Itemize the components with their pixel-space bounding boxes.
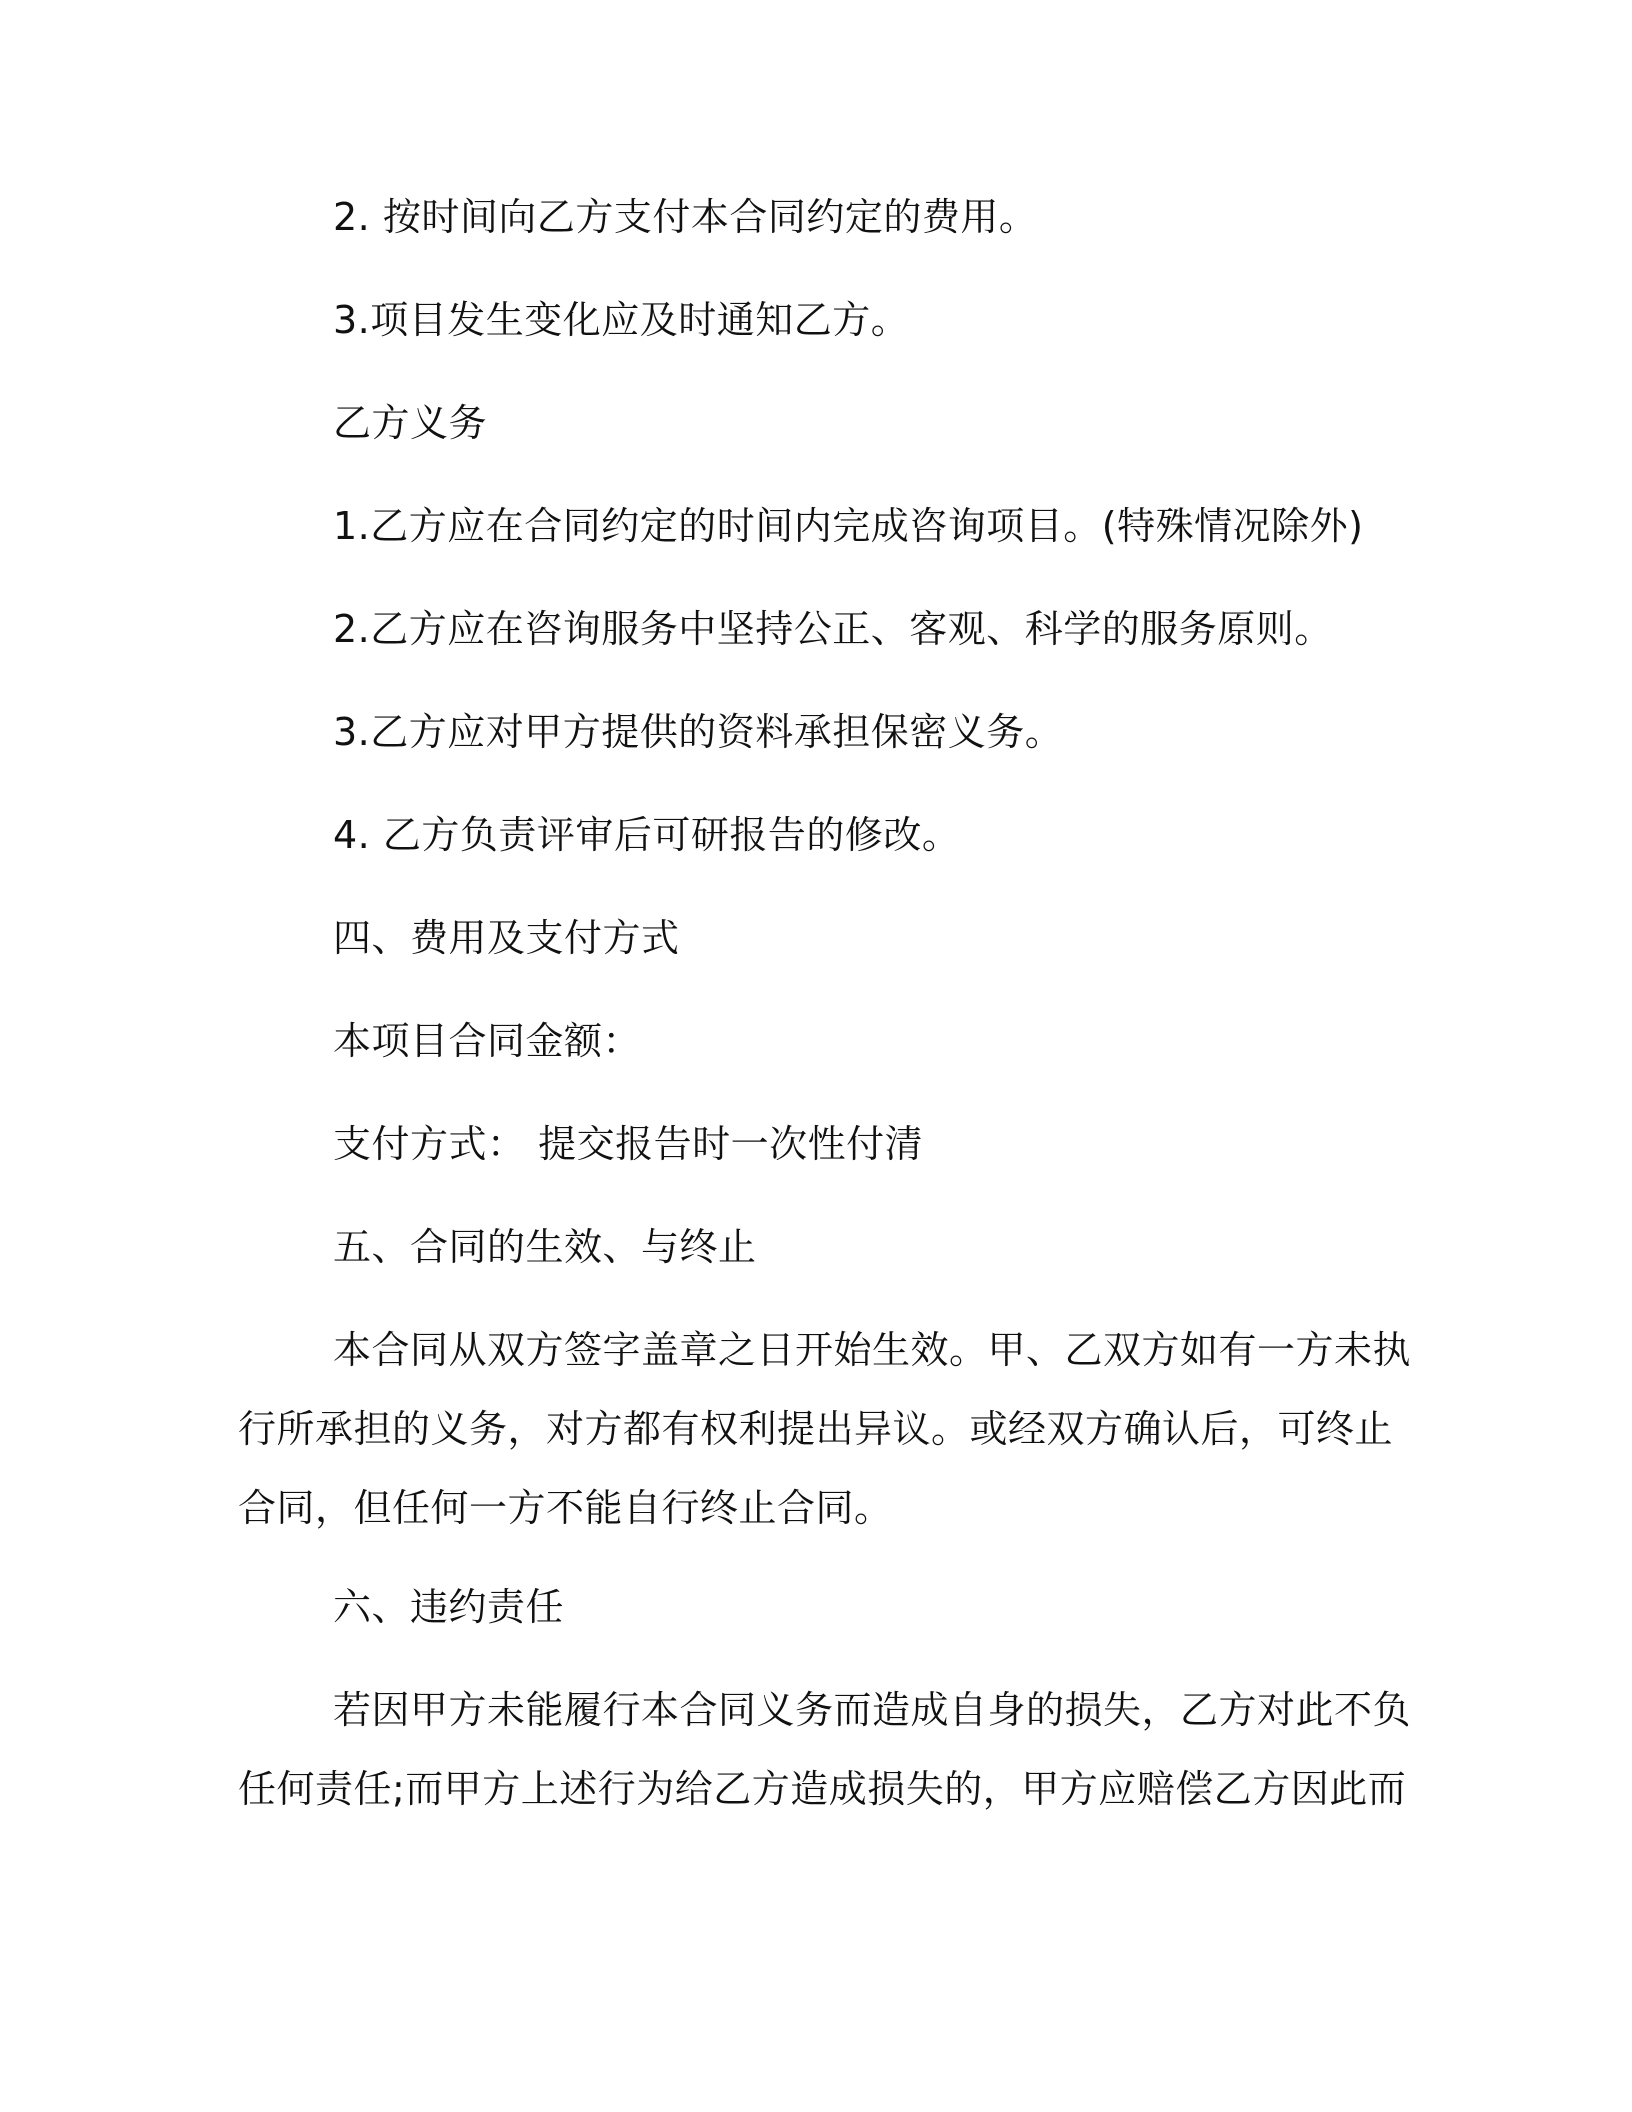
contract-amount: 本项目合同金额： [333, 1019, 642, 1063]
party-b-duty-2: 2.乙方应在咨询服务中坚持公正、客观、科学的服务原则。 [333, 607, 1333, 651]
section-heading-fees: 四、费用及支付方式 [333, 916, 680, 960]
section-heading-party-b-duties: 乙方义务 [333, 401, 488, 445]
section-heading-effectiveness: 五、合同的生效、与终止 [333, 1225, 757, 1269]
payment-method: 支付方式： 提交报告时一次性付清 [333, 1122, 924, 1166]
party-a-duty-2: 2. 按时间向乙方支付本合同约定的费用。 [333, 195, 1038, 239]
party-b-duty-4: 4. 乙方负责评审后可研报告的修改。 [333, 813, 961, 857]
section-heading-breach: 六、违约责任 [333, 1585, 565, 1629]
party-a-duty-3: 3.项目发生变化应及时通知乙方。 [333, 298, 910, 342]
breach-paragraph-line-1: 若因甲方未能履行本合同义务而造成自身的损失，乙方对此不负 [333, 1688, 1412, 1732]
effectiveness-paragraph-line-2: 行所承担的义务，对方都有权利提出异议。或经双方确认后，可终止 [238, 1407, 1394, 1451]
breach-paragraph-line-2: 任何责任;而甲方上述行为给乙方造成损失的，甲方应赔偿乙方因此而 [238, 1767, 1407, 1811]
effectiveness-paragraph-line-1: 本合同从双方签字盖章之日开始生效。甲、乙双方如有一方未执 [333, 1328, 1412, 1372]
party-b-duty-1: 1.乙方应在合同约定的时间内完成咨询项目。(特殊情况除外) [333, 504, 1364, 548]
effectiveness-paragraph-line-3: 合同，但任何一方不能自行终止合同。 [238, 1486, 893, 1530]
party-b-duty-3: 3.乙方应对甲方提供的资料承担保密义务。 [333, 710, 1064, 754]
